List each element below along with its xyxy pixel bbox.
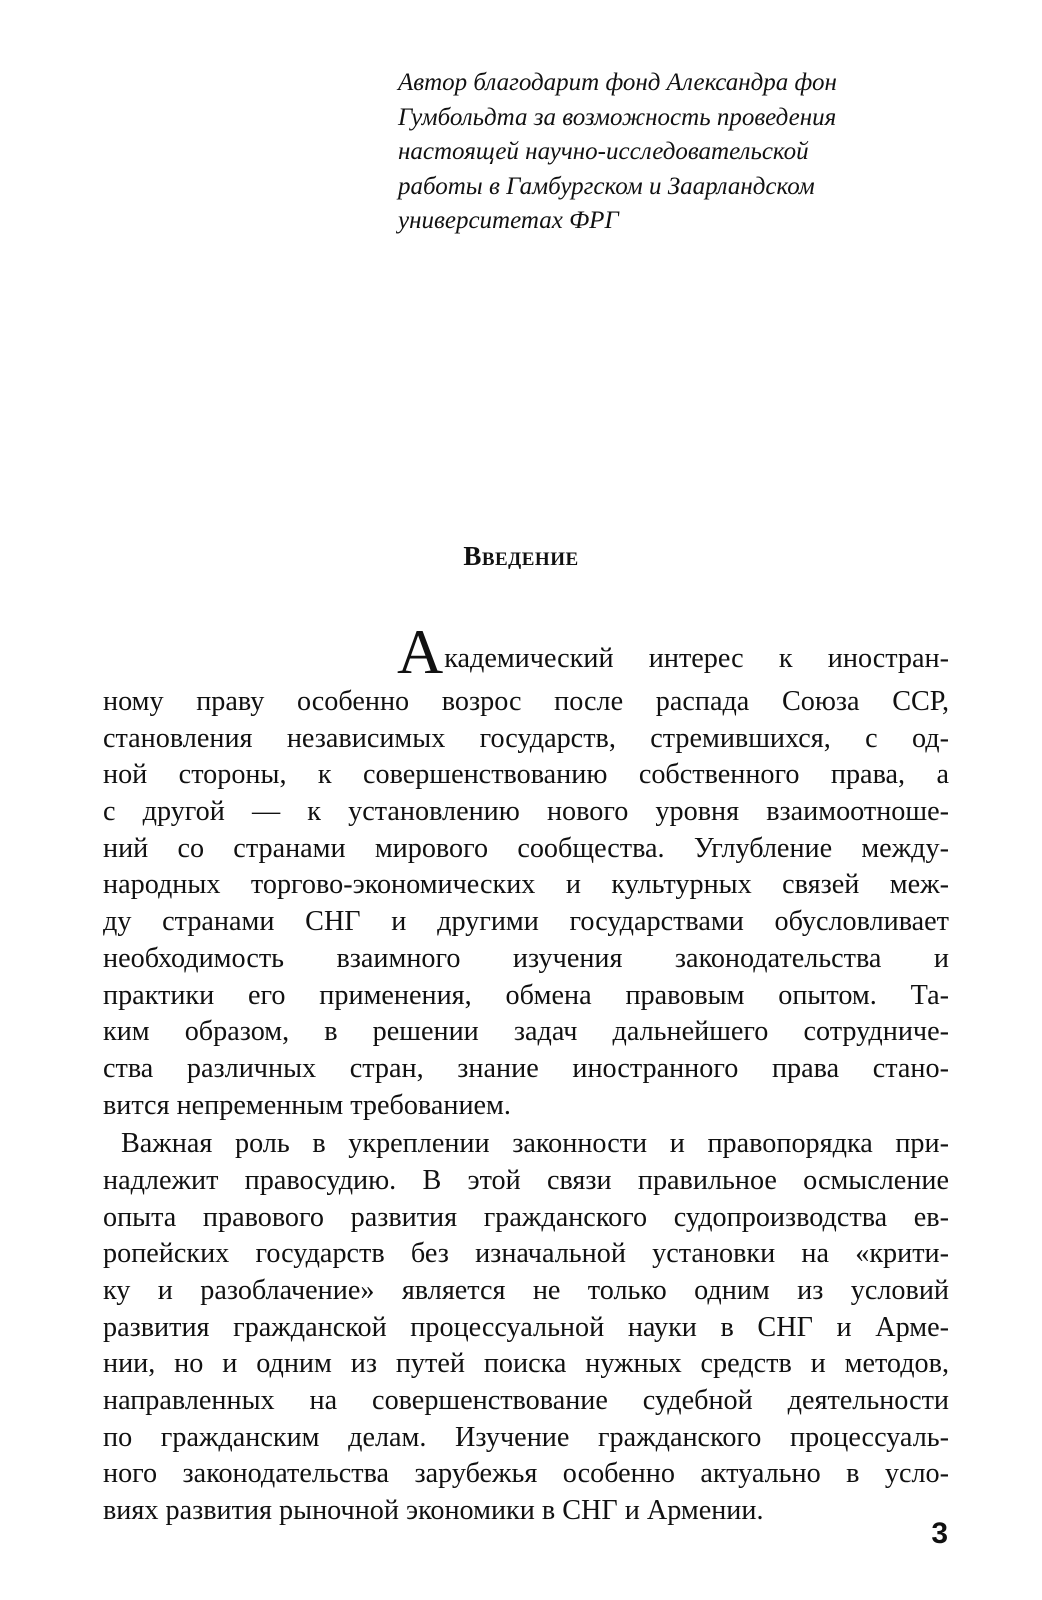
text-line: вится непременным требованием. (103, 1089, 511, 1121)
page-number: 3 (931, 1517, 948, 1550)
paragraph-1 (103, 616, 949, 1124)
text-line: необходимость взаимного изучения законодательства и (103, 942, 949, 974)
dedication-line: Автор благодарит фонд Александра фон (398, 69, 837, 96)
dedication-line: работы в Гамбургском и Заарландском (398, 172, 815, 200)
text-line: ку и разоблачение» является не только одним из условий (103, 1275, 949, 1306)
body-text (103, 616, 949, 1530)
dedication-line: настоящей научно-исследовательской (398, 138, 809, 165)
text-line: опыта правового развития гражданского судопроизводства ев- (103, 1201, 949, 1233)
text-line: ной стороны, к совершенствованию собственного права, а (103, 759, 949, 791)
paragraph-first-line (103, 616, 949, 687)
dedication-epigraph (398, 66, 958, 239)
text-line: ду странами СНГ и другими государствами обусловливает (103, 906, 949, 938)
text-line: становления независимых государств, стремившихся, с од- (103, 722, 949, 754)
text-line: надлежит правосудию. В этой связи правильное осмысление (103, 1164, 949, 1196)
text-line: развития гражданской процессуальной науки в СНГ и Арме- (103, 1311, 949, 1343)
text-line: нии, но и одним из путей поиска нужных средств и методов, (103, 1348, 949, 1380)
text-line: с другой — к установлению нового уровня взаимоотноше- (103, 796, 949, 828)
chapter-title: Введение (463, 541, 579, 571)
text-line: ний со странами мирового сообщества. Углубление между- (103, 832, 949, 864)
text-line: ного законодательства зарубежья особенно актуально в усло- (103, 1458, 949, 1490)
text-line: виях развития рыночной экономики в СНГ и Армении. (103, 1495, 764, 1527)
text-line: ному праву особенно возрос после распада Союза ССР, (103, 686, 949, 717)
paragraph-2 (103, 1126, 949, 1530)
text-line: ства различных стран, знание иностранного права стано- (103, 1052, 949, 1084)
text-line: ким образом, в решении задач дальнейшего сотрудниче- (103, 1016, 949, 1048)
dedication-line: университетах ФРГ (398, 207, 619, 234)
text-line: кадемический интерес к иностран- (444, 643, 949, 674)
text-line: практики его применения, обмена правовым опытом. Та- (103, 979, 949, 1011)
text-line: направленных на совершенствование судебной деятельности (103, 1385, 949, 1417)
dedication-line: Гумбольдта за возможность проведения (398, 103, 837, 131)
text-line: народных торгово-экономических и культурных связей меж- (103, 869, 949, 901)
text-line: ропейских государств без изначальной установки на «крити- (103, 1238, 949, 1270)
text-line: Важная роль в укреплении законности и правопорядка при- (121, 1128, 949, 1160)
drop-cap-letter: А (397, 616, 444, 687)
text-line: по гражданским делам. Изучение гражданского процессуаль- (103, 1421, 949, 1453)
